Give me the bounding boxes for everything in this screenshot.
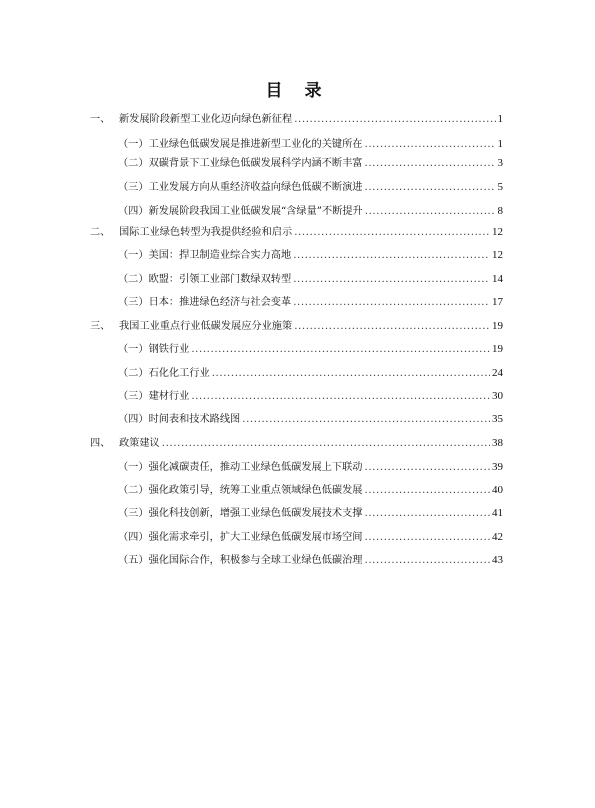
toc-entry-number: （四） [118, 532, 149, 543]
toc-entry-1-2[interactable] [118, 156, 503, 170]
toc-entry-3-3[interactable] [118, 389, 503, 403]
toc-entry-page: 1 [497, 138, 503, 150]
toc-entry-page: 19 [492, 320, 503, 332]
toc-entry-number: （三） [118, 182, 149, 193]
toc-entry-label: 政策建议 [119, 438, 160, 449]
toc-entry-label: 欧盟：引领工业部门数绿双转型 [148, 274, 292, 285]
toc-entry-label: 强化需求牵引，扩大工业绿色低碳发展市场空间 [148, 532, 363, 543]
toc-entry-page: 5 [497, 181, 503, 193]
dot-leader [293, 249, 490, 263]
toc-entry-label: 美国：捍卫制造业综合实力高地 [148, 250, 292, 261]
dot-leader [242, 413, 490, 427]
toc-entry-label: 工业发展方向从重经济收益向绿色低碳不断演进 [148, 182, 363, 193]
toc-entry-number: 二、 [90, 227, 111, 238]
dot-leader [293, 296, 490, 310]
dot-leader [365, 157, 496, 171]
toc-entry-page: 40 [492, 484, 503, 496]
dot-leader [294, 226, 490, 240]
toc-entry-label: 工业绿色低碳发展是推进新型工业化的关键所在 [148, 139, 363, 150]
toc-entry-page: 24 [492, 367, 503, 379]
toc-entry-3-4[interactable] [118, 412, 503, 426]
toc-entry-1-1[interactable] [118, 137, 503, 151]
toc-entry-page: 3 [497, 157, 503, 169]
toc-entry-page: 38 [492, 437, 503, 449]
toc-entry-label: 国际工业绿色转型为我提供经验和启示 [119, 227, 293, 238]
dot-leader [365, 181, 496, 195]
toc-entry-page: 41 [492, 507, 503, 519]
dot-leader [162, 437, 490, 451]
toc-entry-1-4[interactable] [118, 204, 503, 218]
toc-entry-number: （二） [118, 368, 149, 379]
toc-entry-label: 建材行业 [148, 391, 190, 402]
toc-entry-page: 12 [492, 249, 503, 261]
toc-entry-label: 强化减碳责任，推动工业绿色低碳发展上下联动 [148, 462, 363, 473]
toc-entry-number: （一） [118, 344, 149, 355]
toc-entry-page: 42 [492, 531, 503, 543]
toc-entry-label: 强化政策引导，统筹工业重点领域绿色低碳发展 [148, 485, 363, 496]
toc-entry-2-2[interactable] [118, 272, 503, 286]
toc-entry-number: （四） [118, 414, 149, 425]
dot-leader [365, 461, 491, 475]
toc-entry-4[interactable] [90, 436, 503, 450]
toc-entry-1[interactable] [90, 112, 503, 126]
page-title: 目 录 [265, 81, 330, 101]
toc-entry-number: （三） [118, 297, 149, 308]
toc-entry-page: 17 [492, 296, 503, 308]
dot-leader [191, 390, 490, 404]
toc-entry-label: 新发展阶段我国工业低碳发展“含绿量”不断提升 [148, 206, 363, 217]
toc-entry-number: （一） [118, 250, 149, 261]
toc-entry-number: 三、 [90, 321, 111, 332]
toc-entry-number: （三） [118, 391, 149, 402]
toc-entry-label: 新发展阶段新型工业化迈向绿色新征程 [119, 114, 293, 125]
toc-entry-number: 一、 [90, 114, 111, 125]
dot-leader [365, 205, 496, 219]
toc-entry-page: 35 [492, 413, 503, 425]
toc-entry-label: 强化国际合作，积极参与全球工业绿色低碳治理 [148, 555, 363, 566]
toc-entry-label: 石化化工行业 [148, 368, 210, 379]
dot-leader [365, 531, 491, 545]
toc-entry-3-2[interactable] [118, 366, 503, 380]
toc-entry-number: （四） [118, 206, 149, 217]
toc-entry-page: 1 [497, 113, 503, 125]
toc-entry-number: 四、 [90, 438, 111, 449]
toc-entry-page: 30 [492, 390, 503, 402]
toc-entry-label: 日本：推进绿色经济与社会变革 [148, 297, 292, 308]
dot-leader [294, 320, 490, 334]
toc-entry-4-3[interactable] [118, 506, 503, 520]
dot-leader [212, 367, 490, 381]
dot-leader [191, 343, 490, 357]
toc-entry-label: 双碳背景下工业绿色低碳发展科学内涵不断丰富 [148, 158, 363, 169]
toc-entry-label: 我国工业重点行业低碳发展应分业施策 [119, 321, 293, 332]
toc-entry-3-1[interactable] [118, 342, 503, 356]
toc-entry-4-1[interactable] [118, 460, 503, 474]
toc-entry-page: 43 [492, 554, 503, 566]
toc-entry-number: （二） [118, 158, 149, 169]
toc-entry-page: 19 [492, 343, 503, 355]
dot-leader [365, 484, 491, 498]
toc-entry-number: （一） [118, 462, 149, 473]
toc-entry-2-3[interactable] [118, 295, 503, 309]
toc-entry-number: （二） [118, 485, 149, 496]
toc-entry-number: （三） [118, 508, 149, 519]
toc-entry-4-2[interactable] [118, 483, 503, 497]
toc-entry-page: 12 [492, 226, 503, 238]
dot-leader [365, 138, 496, 152]
toc-entry-4-5[interactable] [118, 553, 503, 567]
dot-leader [365, 507, 491, 521]
dot-leader [293, 273, 490, 287]
toc-entry-4-4[interactable] [118, 530, 503, 544]
toc-entry-1-3[interactable] [118, 180, 503, 194]
toc-entry-page: 14 [492, 273, 503, 285]
toc-entry-number: （一） [118, 139, 149, 150]
toc-entry-label: 钢铁行业 [148, 344, 190, 355]
dot-leader [294, 113, 495, 127]
toc-entry-2-1[interactable] [118, 248, 503, 262]
toc-entry-label: 时间表和技术路线图 [148, 414, 241, 425]
toc-entry-page: 8 [497, 205, 503, 217]
toc-entry-page: 39 [492, 461, 503, 473]
toc-entry-number: （五） [118, 555, 149, 566]
dot-leader [365, 554, 491, 568]
toc-entry-3[interactable] [90, 319, 503, 333]
toc-entry-number: （二） [118, 274, 149, 285]
toc-entry-label: 强化科技创新，增强工业绿色低碳发展技术支撑 [148, 508, 363, 519]
toc-entry-2[interactable] [90, 225, 503, 239]
